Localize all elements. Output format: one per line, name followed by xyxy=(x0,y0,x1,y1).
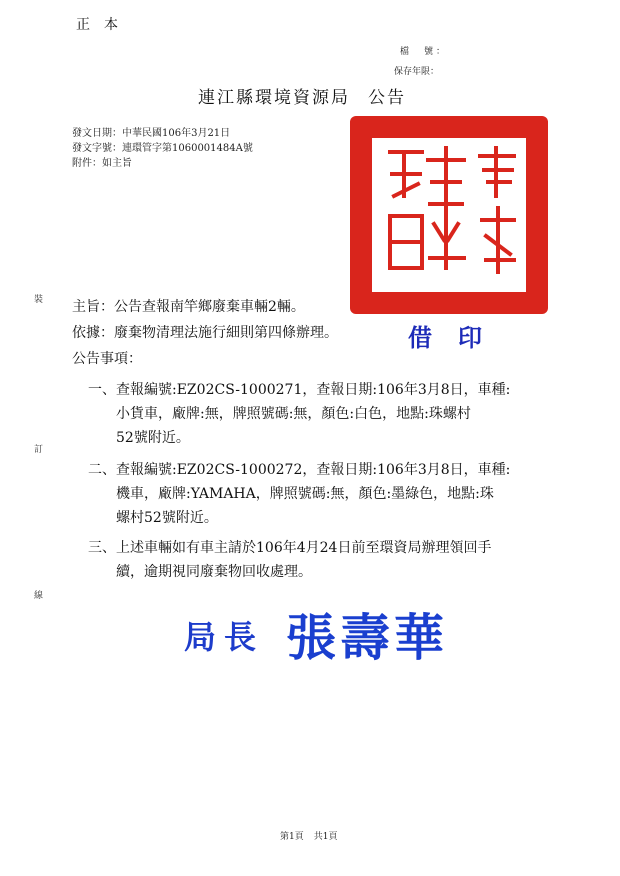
agency-name: 連江縣環境資源局 xyxy=(198,88,350,108)
page-number: 第1頁 xyxy=(280,832,304,842)
document-type: 公告 xyxy=(368,88,406,108)
item-number: 三、 xyxy=(88,540,116,556)
item-line: 續，逾期視同廢棄物回收處理。 xyxy=(116,564,312,580)
notice-item xyxy=(88,378,558,450)
binding-mark-top: 裝 xyxy=(34,295,44,305)
item-line: 螺村52號附近。 xyxy=(116,510,218,526)
borrow-seal-stamp: 借印 xyxy=(408,323,508,352)
subject-line: 主旨：公告查報南竿鄉廢棄車輛2輛。 xyxy=(72,299,305,315)
item-line: 機車，廠牌:YAMAHA，牌照號碼:無，顏色:墨綠色，地點:珠 xyxy=(116,486,494,502)
page-total: 共1頁 xyxy=(313,832,338,842)
binding-mark-middle: 訂 xyxy=(34,445,44,455)
item-line: 查報編號:EZ02CS-1000271，查報日期:106年3月8日，車種: xyxy=(116,382,511,398)
basis-line: 依據：廢棄物清理法施行細則第四條辦理。 xyxy=(72,325,338,341)
items-heading: 公告事項： xyxy=(72,351,142,367)
director-signature: 張壽華 xyxy=(286,608,448,667)
official-seal xyxy=(346,112,552,318)
file-number-label: 檔 號： xyxy=(400,47,449,57)
issue-date: 發文日期：中華民國106年3月21日 xyxy=(72,128,231,139)
notice-item xyxy=(88,536,558,584)
item-number: 二、 xyxy=(88,462,116,478)
item-number: 一、 xyxy=(88,382,116,398)
page-footer xyxy=(280,829,337,842)
retention-period-label: 保存年限： xyxy=(394,67,440,77)
original-copy-label: 正本 xyxy=(76,17,132,33)
item-line: 小貨車，廠牌:無，牌照號碼:無，顏色:白色，地點:珠螺村 xyxy=(116,406,471,422)
reference-number: 發文字號：連環管字第1060001484A號 xyxy=(72,143,253,154)
notice-item xyxy=(88,458,558,530)
attachment-note: 附件：如主旨 xyxy=(72,158,132,169)
item-line: 查報編號:EZ02CS-1000272，查報日期:106年3月8日，車種: xyxy=(116,462,511,478)
binding-mark-bottom: 線 xyxy=(34,591,44,601)
item-line: 52號附近。 xyxy=(116,430,190,446)
director-title: 局長 xyxy=(184,618,265,656)
item-line: 上述車輛如有車主請於106年4月24日前至環資局辦理領回手 xyxy=(116,540,492,556)
document-title xyxy=(198,83,406,108)
